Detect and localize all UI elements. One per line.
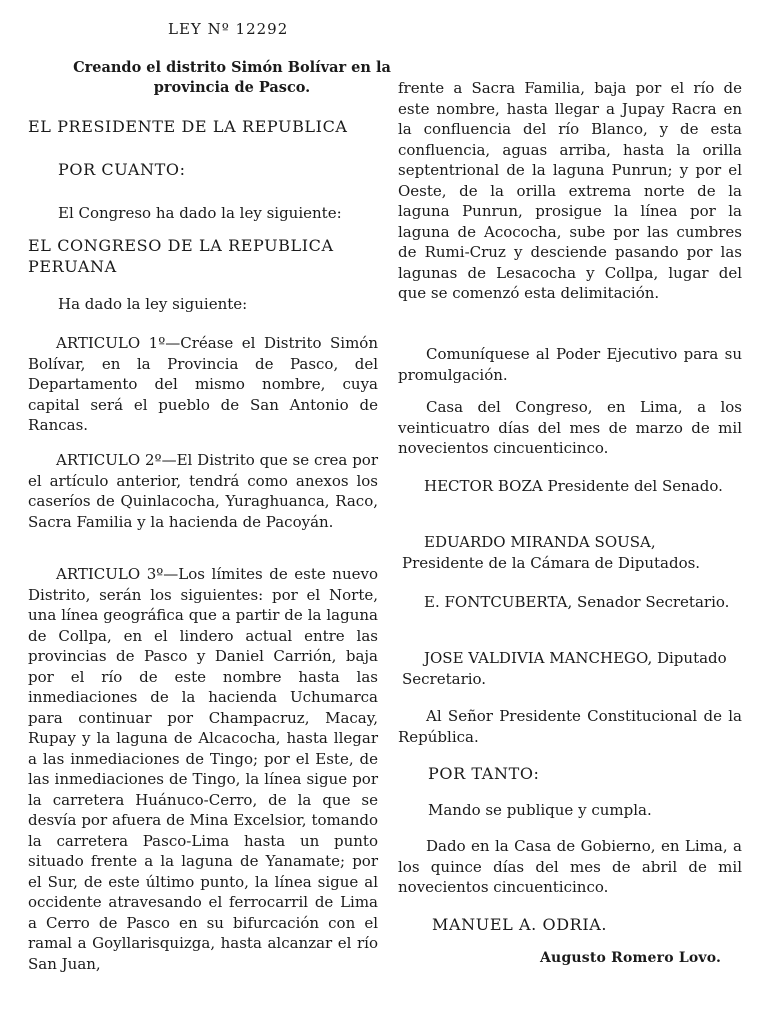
mando-line: Mando se publique y cumpla. (428, 801, 652, 819)
signer-chamber-president: EDUARDO MIRANDA SOUSA, Presidente de la Cámara de Diputados. (402, 533, 701, 572)
comuniquese-paragraph: Comuníquese al Poder Ejecutivo para su promulgación. (398, 345, 742, 384)
articulo-3: ARTICULO 3º—Los límites de este nuevo Distrito, serán los siguientes: por el Norte, una línea geográfica que a partir de la laguna de Collpa, en el lindero actual entre las provincias de Pasco y Daniel Carrión, baja por el río de este nombre hasta las inmediaciones de la hacienda Uchumarca para continuar por Champacruz, Macay, Rupay y la laguna de Alcacocha, hasta llegar a las inmediaciones de Tingo; por el Este, de las inmediaciones de Tingo, la línea sigue por la carretera Huánuco-Cerro, de la que se desvía por afuera de Mina Excelsior, tomando la carretera Pasco-Lima hasta un punto situado frente a la laguna de Yanamate; por el Sur, de este último punto, la línea sigue al occidente atravesando el ferrocarril de Lima a Cerro de Pasco en su bifurcación con el ramal a Goyllarisquizga, hasta alcanzar el río San Juan, (28, 565, 378, 973)
signer-deputy-secretary: JOSE VALDIVIA MANCHEGO, Diputado Secretario. (402, 649, 727, 688)
ha-dado-line: Ha dado la ley siguiente: (58, 295, 248, 313)
por-tanto-heading: POR TANTO: (428, 764, 540, 783)
signer-senate-president: HECTOR BOZA Presidente del Senado. (424, 477, 723, 495)
presidente-header: EL PRESIDENTE DE LA REPUBLICA (28, 117, 348, 136)
articulo-3-continuation: frente a Sacra Familia, baja por el río de este nombre, hasta llegar a Jupay Racra en la confluencia del río Blanco, y de esta confluencia, aguas arriba, hasta la orilla septentrional de la laguna Punrun; y por el Oeste, de la orilla extrema norte de la laguna Punrun, prosigue la línea por la laguna de Acococha, sube por las cumbres de Rumi-Cruz y desciende pasando por las lagunas de Lesacocha y Collpa, lugar del que se comenzó esta delimitación. (398, 79, 742, 302)
al-senor-paragraph: Al Señor Presidente Constitucional de la República. (398, 707, 742, 746)
casa-congreso-paragraph: Casa del Congreso, en Lima, a los veinticuatro días del mes de marzo de mil novecientos cincuenticinco. (398, 398, 742, 457)
signer-senate-secretary: E. FONTCUBERTA, Senador Secretario. (424, 593, 730, 611)
congreso-header: EL CONGRESO DE LA REPUBLICA PERUANA (28, 236, 334, 276)
president-signature: MANUEL A. ODRIA. (432, 915, 608, 934)
minister-signature: Augusto Romero Lovo. (540, 950, 722, 966)
por-cuanto-heading: POR CUANTO: (58, 160, 186, 179)
articulo-1: ARTICULO 1º—Créase el Distrito Simón Bolívar, en la Provincia de Pasco, del Departamento del mismo nombre, cuya capital será el pueblo de San Antonio de Rancas. (28, 334, 378, 434)
dado-casa-paragraph: Dado en la Casa de Gobierno, en Lima, a los quince días del mes de abril de mil novecientos cincuenticinco. (398, 837, 742, 896)
law-subtitle: Creando el distrito Simón Bolívar en la provincia de Pasco. (73, 59, 391, 96)
articulo-2: ARTICULO 2º—El Distrito que se crea por el artículo anterior, tendrá como anexos los caseríos de Quinlacocha, Yuraghuanca, Raco, Sacra Familia y la hacienda de Pacoyán. (28, 451, 378, 531)
law-number: LEY Nº 12292 (168, 20, 289, 38)
congreso-dado-line: El Congreso ha dado la ley siguiente: (58, 204, 342, 222)
